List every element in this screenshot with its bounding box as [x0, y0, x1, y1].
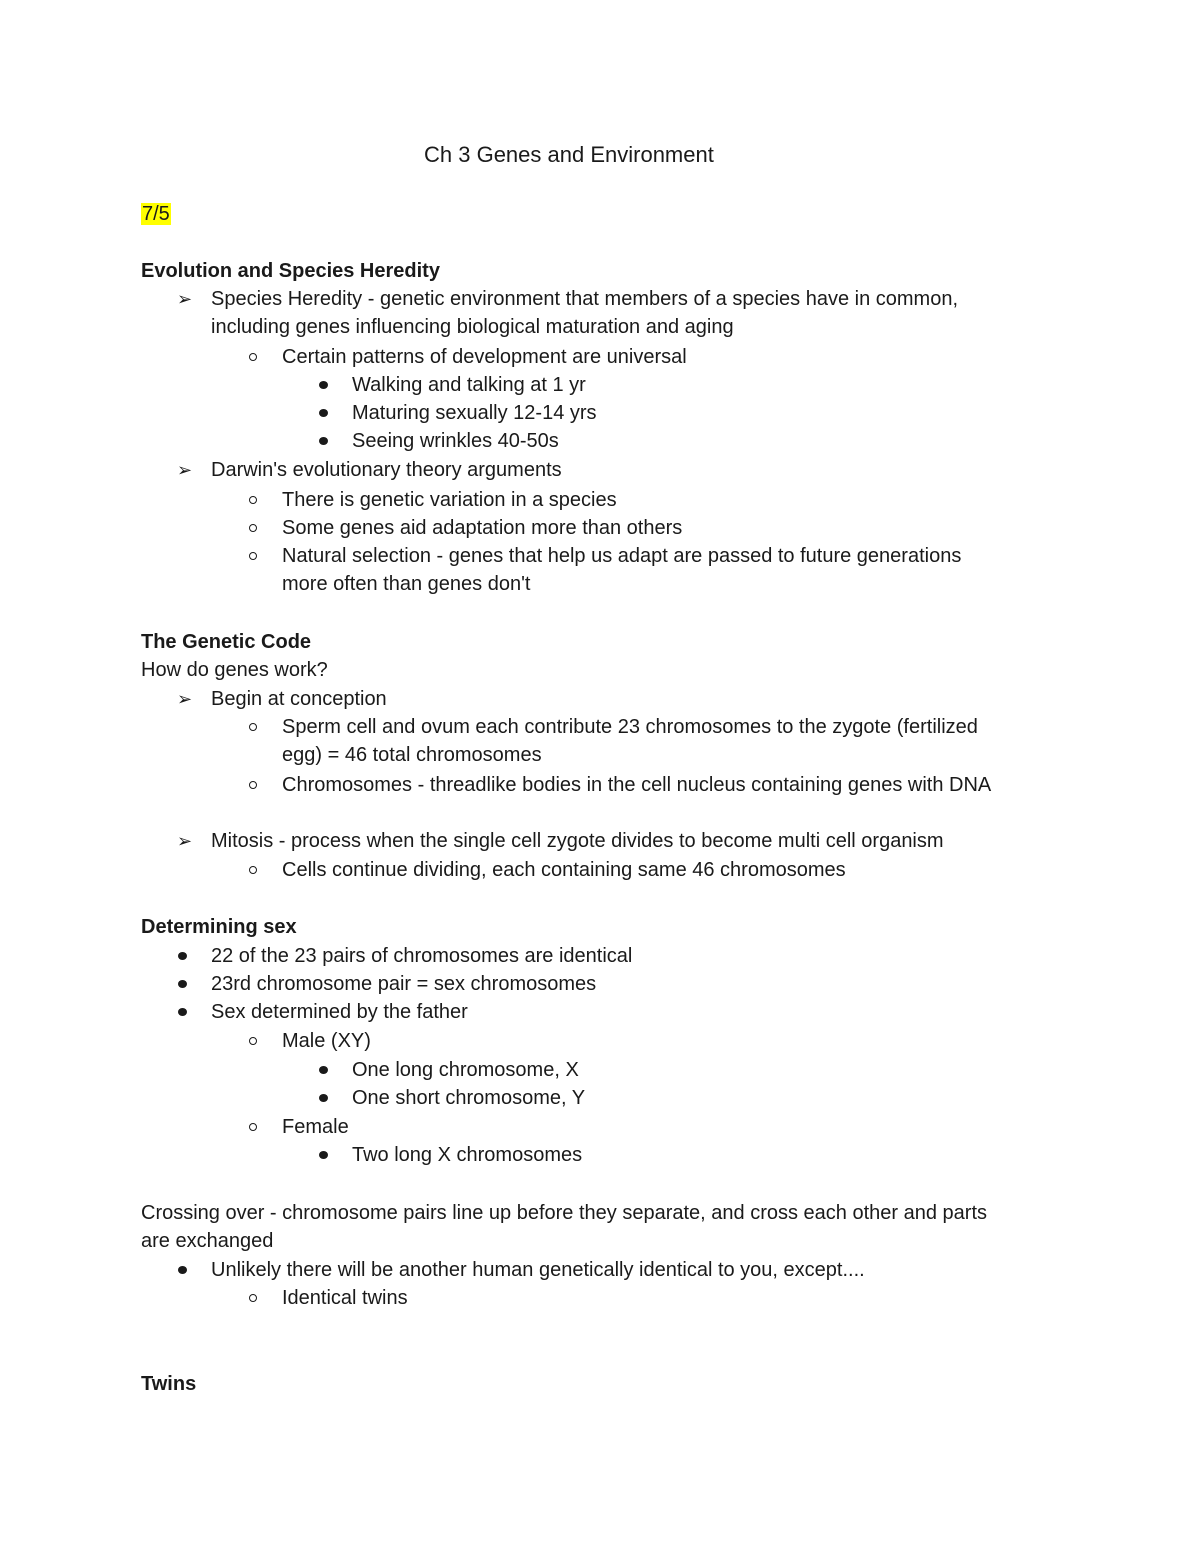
- arrow-bullet-icon: ➢: [177, 289, 193, 309]
- circle-bullet-icon: [249, 552, 257, 560]
- list-item: Seeing wrinkles 40-50s: [352, 430, 559, 452]
- circle-bullet-icon: [249, 781, 257, 789]
- list-item-continuation: egg) = 46 total chromosomes: [282, 744, 542, 766]
- list-item: Natural selection - genes that help us adapt are passed to future generations: [282, 545, 962, 567]
- list-item: Sex determined by the father: [211, 1001, 468, 1023]
- dot-bullet-icon: [178, 1266, 187, 1274]
- dot-bullet-icon: [319, 409, 328, 417]
- list-item: Maturing sexually 12-14 yrs: [352, 402, 597, 424]
- list-item: Two long X chromosomes: [352, 1144, 583, 1166]
- date-label: [141, 202, 171, 226]
- section-heading-evolution: Evolution and Species Heredity: [141, 260, 440, 282]
- dot-bullet-icon: [319, 1151, 328, 1159]
- list-item: Identical twins: [282, 1287, 408, 1309]
- paragraph-text-continuation: are exchanged: [141, 1230, 274, 1252]
- list-item: One long chromosome, X: [352, 1059, 579, 1081]
- list-item: Darwin's evolutionary theory arguments: [211, 459, 562, 481]
- section-heading-twins: Twins: [141, 1373, 197, 1395]
- dot-bullet-icon: [178, 980, 187, 988]
- list-item: 22 of the 23 pairs of chromosomes are identical: [211, 945, 633, 967]
- dot-bullet-icon: [178, 1008, 187, 1016]
- list-item: Species Heredity - genetic environment that members of a species have in common,: [211, 288, 959, 310]
- circle-bullet-icon: [249, 1123, 257, 1131]
- list-item: Some genes aid adaptation more than others: [282, 517, 683, 539]
- date-highlight: 7/5: [142, 203, 170, 225]
- section-heading-determining-sex: Determining sex: [141, 916, 297, 938]
- list-item: Begin at conception: [211, 688, 387, 710]
- document-title: Ch 3 Genes and Environment: [424, 142, 714, 167]
- dot-bullet-icon: [178, 952, 187, 960]
- list-item-continuation: more often than genes don't: [282, 573, 531, 595]
- list-item: Female: [282, 1116, 349, 1138]
- arrow-bullet-icon: ➢: [177, 831, 193, 851]
- list-item: Chromosomes - threadlike bodies in the cell nucleus containing genes with DNA: [282, 774, 992, 796]
- circle-bullet-icon: [249, 1294, 257, 1302]
- dot-bullet-icon: [319, 1066, 328, 1074]
- list-item: Mitosis - process when the single cell zygote divides to become multi cell organism: [211, 830, 944, 852]
- dot-bullet-icon: [319, 1094, 328, 1102]
- circle-bullet-icon: [249, 1037, 257, 1045]
- list-item: Walking and talking at 1 yr: [352, 374, 586, 396]
- list-item: Cells continue dividing, each containing same 46 chromosomes: [282, 859, 846, 881]
- paragraph-text: Crossing over - chromosome pairs line up before they separate, and cross each other and parts: [141, 1202, 987, 1224]
- circle-bullet-icon: [249, 353, 257, 361]
- arrow-bullet-icon: ➢: [177, 460, 193, 480]
- list-item: Certain patterns of development are universal: [282, 346, 687, 368]
- circle-bullet-icon: [249, 496, 257, 504]
- list-item: 23rd chromosome pair = sex chromosomes: [211, 973, 597, 995]
- list-item-continuation: including genes influencing biological maturation and aging: [211, 316, 734, 338]
- circle-bullet-icon: [249, 524, 257, 532]
- arrow-bullet-icon: ➢: [177, 689, 193, 709]
- list-item: Male (XY): [282, 1030, 371, 1052]
- list-item: Sperm cell and ovum each contribute 23 chromosomes to the zygote (fertilized: [282, 716, 978, 738]
- circle-bullet-icon: [249, 866, 257, 874]
- section-heading-genetic-code: The Genetic Code: [141, 631, 312, 653]
- circle-bullet-icon: [249, 723, 257, 731]
- dot-bullet-icon: [319, 437, 328, 445]
- list-item: Unlikely there will be another human genetically identical to you, except....: [211, 1259, 865, 1281]
- paragraph-text: How do genes work?: [141, 659, 328, 681]
- list-item: One short chromosome, Y: [352, 1087, 586, 1109]
- list-item: There is genetic variation in a species: [282, 489, 617, 511]
- dot-bullet-icon: [319, 381, 328, 389]
